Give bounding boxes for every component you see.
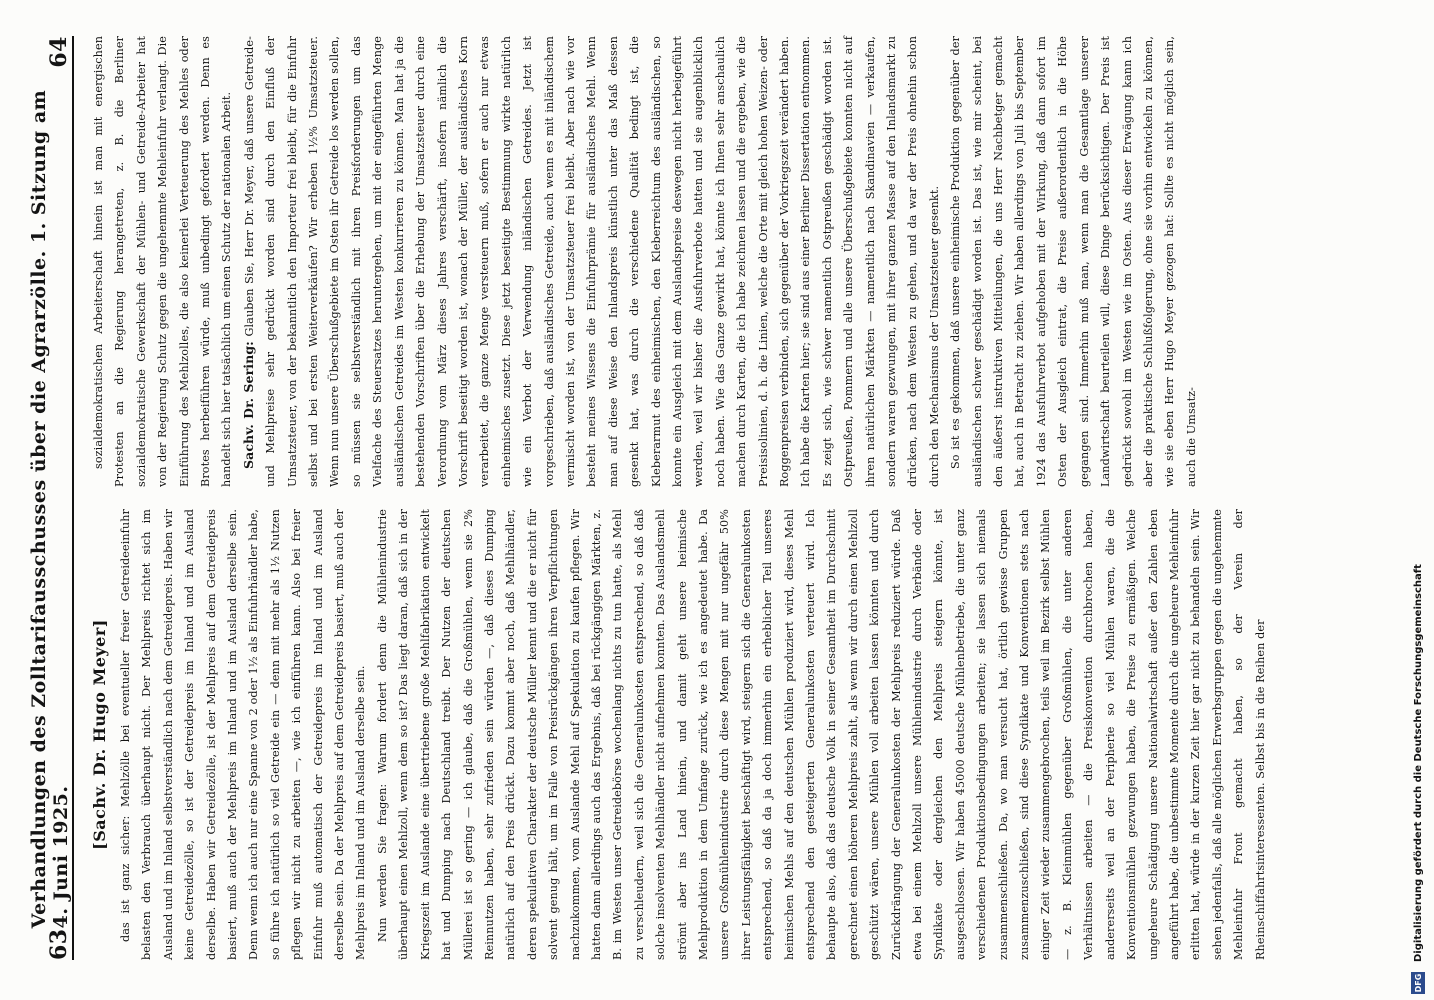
right-paragraph-2-text: Glauben Sie, Herr Dr. Meyer, daß unsere Getreide- und Mehlpreise sehr gedrückt worden sind durch den Einfluß der Umsatzsteuer, von der bekanntlich den Importeur frei bleibt, für die Einfuhr selbst und bei ersten Weiterverkäufen? Wir erheben 1½% Umsatzsteuer. Wenn nun unsere Überschußgebiete im Osten ihr Getreide los werden sollen, so müssen sie selbstverständlich mit ihren Preisforderungen um das Vielfache des Steuersatzes heruntergehen, um mit der eingeführten Menge ausländischen Getreides im Westen konkurrieren zu können. Man hat ja die bestehenden Vorschriften über die Erhebung der Umsatzsteuer durch eine Verordnung vom März dieses Jahres verschärft, insofern nämlich die Vorschrift beseitigt worden ist, wonach der Müller, der ausländisches Korn verarbeitet, die ganze Menge versteuern muß, sofern er auch nur etwas einheimisches zusetzt. Diese jetzt beseitigte Bestimmung wirkte natürlich wie ein Verbot der Verwendung inländischen Getreides. Jetzt ist vorgeschrieben, daß ausländisches Getreide, auch wenn es mit inländischem vermischt worden ist, von der Umsatzsteuer frei bleibt. Aber nach wie vor besteht meines Wissens die Einfuhrprämie für ausländisches Mehl. Wenn man auf diese Weise den Inlandspreis künstlich unter das Maß dessen gesenkt hat, was durch die verschiedene Qualität bedingt ist, die Kleberarmut des einheimischen, den Kleberreichtum des ausländischen, so konnte ein Ausgleich mit dem Auslandspreise deswegen nicht herbeigeführt werden, weil wir bisher die Ausfuhrverbote hatten und sie augenblicklich noch haben. Wie das Ganze gewirkt hat, könnte ich Ihnen sehr anschaulich machen durch Karten, die ich habe zeichnen lassen und die ergeben, wie die Preisisolinien, d. h. die Linien, welche die Orte mit gleich hohen Weizen- oder Roggenpreisen verbinden, sich gegenüber der Vorkriegszeit verändert haben. Ich habe die Karten hier; sie sind aus einer Berliner Dissertation entnommen. Es zeigt sich, wie schwer namentlich Ostpreußen geschädigt worden ist. Ostpreußen, Pommern und alle unsere Überschußgebiete konnten nicht auf ihren natürlichen Märkten — namentlich nach Skandinavien — verkaufen, sondern waren gezwungen, mit ihrer ganzen Masse auf den Inlandsmarkt zu drücken, nach dem Westen zu gehen, und da war der Preis ohnehin schon durch den Mechanismus der Umsatzsteuer gesenkt. (242, 36, 941, 487)
left-column (88, 509, 1342, 960)
speaker-inline-heading: Sachv. Dr. Sering: (240, 341, 256, 469)
page-footer (1406, 6, 1430, 994)
left-paragraph-2: Nun werden Sie fragen: Warum fordert denn die Mühlenindustrie überhaupt einen Mehlzoll, wenn dem so ist? Das liegt daran, daß sich in der Kriegszeit im Auslande eine übertriebene große Mehlfabrikation entwickelt hat und Dumping nach Deutschland treibt. Der Nutzen der deutschen Müllerei ist so gering — ich glaube, daß die Großmühlen, wenn sie 2% Reinnutzen haben, sehr zufrieden sein würden —, daß dieses Dumping natürlich auf den Preis drückt. Dazu kommt aber noch, daß Mehlhändler, deren spekulativen Charakter der deutsche Müller kennt und die er nicht für solvent genug hält, um im Falle von Preisrückgängen ihren Verpflichtungen nachzukommen, vom Auslande Mehl auf Spekulation zu kaufen pflegen. Wir hatten dann allerdings auch das Ergebnis, daß bei rückgängigen Märkten, z. B. im Westen unser Getreidebörse wochenlang nichts zu tun hatte, als Mehl zu verschleudern, weil sich die Generalunkosten entsprechend, so daß daß solche insolventen Mehlhändler nicht aufnehmen konnten. Das Auslandsmehl strömt aber ins Land hinein, und damit geht unsere heimische Mehlproduktion in dem Umfange zurück, wie ich es angedeutet habe. Da unsere Großmühlenindustrie durch diese Mengen mit nur ungefähr 50% ihrer Leistungsfähigkeit beschäftigt wird, steigern sich die Generalunkosten entsprechend, so daß da ja doch immerhin ein erheblicher Teil unseres heimischen Mehls auf den deutschen Mühlen produziert wird, dieses Mehl entsprechend den gesteigerten Generalunkosten verteuert wird. Ich behaupte also, daß das deutsche Volk in seiner Gesamtheit im Durchschnitt gerechnet einen höheren Mehlpreis zahlt, als wenn wir durch einen Mehlzoll geschützt wären, unsere Mühlen voll arbeiten lassen könnten und durch Zurückdrängung der Generalunkosten der Mehlpreis reduziert würde. Daß etwa bei einem Mehlzoll unsere Mühlenindustrie durch Verbände oder Syndikate oder dergleichen den Mehlpreis steigern könnte, ist ausgeschlossen. Wir haben 45000 deutsche Mühlenbetriebe, die unter ganz verschiedenen Produktionsbedingungen arbeiten; sie lassen sich niemals zusammenschließen. Da, wo man versucht hat, örtlich gewisse Gruppen zusammenzuschließen, sind diese Syndikate und Konventionen stets nach einiger Zeit wieder zusammengebrochen, teils weil im Bezirk selbst Mühlen — z. B. Kleinmühlen gegenüber Großmühlen, die unter anderen Verhältnissen arbeiten — die Preiskonvention durchbrochen haben, andererseits weil an der Peripherie so viel Mühlen waren, die die Konventionsmühlen gezwungen haben, die Preise zu ermäßigen. Welche ungeheure Schädigung unsere Nationalwirtschaft außer den Zahlen eben angeführt habe, die unbestimmte Momente durch die ungeheure Mehleinfuhr erlitten hat, würde in der kurzen Zeit hier gar nicht zu behandeln sein. Wir sehen jedenfalls, daß alle möglichen Erwerbsgruppen gegen die ungehemmte Mehleinfuhr Front gemacht haben, so der Verein der Rheinschiffahrtsinteressenten. Selbst bis in die Reihen der (375, 509, 1267, 960)
page-number-left: 63 (46, 928, 72, 960)
dfg-badge (1411, 972, 1425, 994)
left-paragraph-1: das ist ganz sicher: Mehlzölle bei eventueller freier Getreideeinfuhr belasten den Verbrauch überhaupt nicht. Der Mehlpreis richtet sich im Ausland und im Inland selbstverständlich nach dem Getreidepreis. Haben wir keine Getreidezölle, so ist der Getreidepreis im Inland und im Ausland derselbe. Haben wir Getreidezölle, ist der Mehlpreis auf dem Getreidepreis basiert, muß auch der Mehlpreis im Inland und im Ausland derselbe sein. Denn wenn ich auch nur eine Spanne von 2 oder 1½ als Einfuhrhändler habe, so führe ich natürlich so viel Getreide ein — denn mit mehr als 1½ Nutzen pflegen wir nicht zu arbeiten —, wie ich einführen kann. Also bei freier Einfuhr muß automatisch der Getreidepreis im Inland und im Ausland derselbe sein. Da der Mehlpreis auf dem Getreidepreis basiert, muß auch der Mehlpreis im Inland und im Ausland derselbe sein. (119, 509, 368, 960)
right-column (88, 36, 1342, 487)
page-header (28, 36, 74, 960)
running-title: Verhandlungen des Zolltarifausschusses über die Agrarzölle. 1. Sitzung am 4. Juni 1925. (28, 89, 72, 929)
speaker-heading: [Sachv. Dr. Hugo Meyer] (90, 619, 109, 850)
right-paragraph-2 (238, 36, 945, 487)
right-paragraph-3: So ist es gekommen, daß unsere einheimische Produktion gegenüber der ausländischen schwer geschädigt worden ist. Das ist, wie mir scheint, bei den äußerst instruktiven Mitteilungen, die uns Herr Nachbetger gemacht hat, auch in Betracht zu ziehen. Wir haben allerdings von Juli bis September 1924 das Ausfuhrverbot aufgehoben mit der Wirkung, daß dann sofort im Osten der Ausgleich eintrat, die Preise außerordentlich in die Höhe gegangen sind. Immerhin muß man, wenn man die Gesamtlage unserer Landwirtschaft beurteilen will, diese Dinge berücksichtigen. Der Preis ist gedrückt sowohl im Westen wie im Osten. Aus dieser Erwägung kann ich aber die praktische Schlußfolgerung, ohne sie vorhin entwickeln zu können, wie sie eben Herr Hugo Meyer gezogen hat: Sollte es nicht möglich sein, auch die Umsatz- (949, 36, 1198, 487)
two-column-body (88, 36, 1342, 960)
dfg-logo-icon: DFG (1411, 972, 1425, 994)
digitization-credit: Digitalisierung gefördert durch die Deutsche Forschungsgemeinschaft (1412, 564, 1424, 962)
right-paragraph-1: sozialdemokratischen Arbeiterschaft hinein ist man mit energischen Protesten an die Regierung herangetreten, z. B. die Berliner sozialdemokratische Gewerkschaft der Mühlen- und Getreide-Arbeiter hat von der Regierung Schutz gegen die ungehemmte Mehleinfuhr verlangt. Die Einführung des Mehlzolles, die also keinerlei Verteuerung des Mehles oder Brotes herbeiführen würde, muß unbedingt gefordert werden. Denn es handelt sich hier tatsächlich um einen Schutz der nationalen Arbeit. (92, 36, 234, 487)
page-number-right: 64 (46, 36, 72, 68)
